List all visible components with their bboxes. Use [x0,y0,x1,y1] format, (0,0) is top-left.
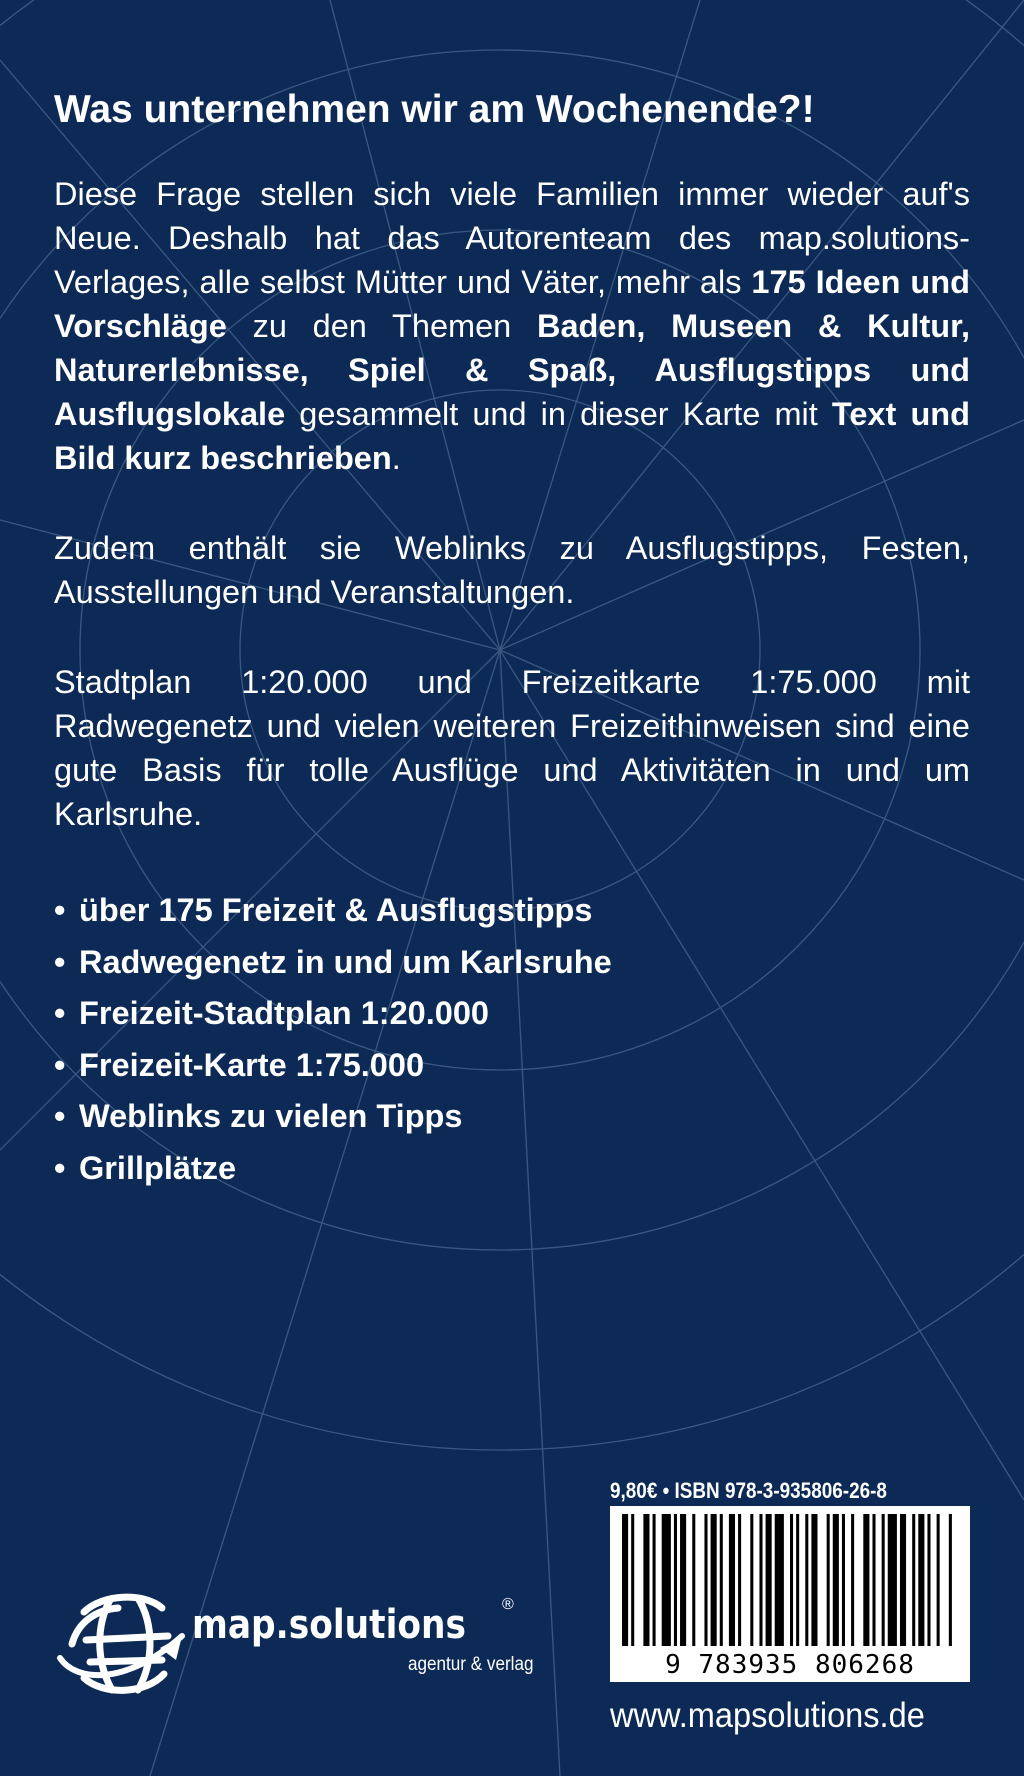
feature-text: Weblinks zu vielen Tipps [79,1098,463,1134]
barcode-bar [827,1514,830,1646]
bullet-marker: • [54,892,66,928]
feature-item [54,1143,612,1195]
barcode-bar [927,1514,930,1646]
feature-text: Grillplätze [79,1149,237,1186]
feature-text: Radwegenetz in und um Karlsruhe [79,943,612,980]
barcode-bar [766,1514,772,1646]
feature-item [54,937,612,989]
barcode-bar [790,1514,793,1646]
feature-item [54,1091,612,1143]
intro-text-3: gesammelt und in dieser Karte mit [285,396,832,432]
barcode-bar [622,1514,628,1646]
feature-text: Freizeit-Stadtplan 1:20.000 [79,995,489,1031]
barcode-bar [775,1514,784,1646]
intro-text-1: Diese Frage stellen sich viele Familien immer wieder auf's Neue. Deshalb hat das Autorenteam des map.solutions-Verlages, alle selbst Mütter und Väter, mehr als [54,176,970,300]
bullet-marker: • [54,1098,66,1134]
barcode-bar [833,1514,839,1646]
barcode-bar [888,1514,897,1646]
barcode-bar [674,1514,677,1646]
barcode-bar [805,1514,808,1646]
barcode-bar [729,1514,735,1646]
barcode-bar [704,1514,707,1646]
barcode-bar [711,1514,717,1646]
barcode-bar [738,1514,741,1646]
logo-wordmark: map.solutions [192,1602,466,1648]
barcode-bar [912,1514,915,1646]
barcode-bar [643,1514,649,1646]
intro-highlight-description: Text und Bild kurz beschrieben [54,396,970,476]
barcode-bar [872,1514,875,1646]
registered-mark: ® [502,1596,514,1613]
isbn-barcode [610,1506,970,1682]
price-isbn: 9,80€ • ISBN 978-3-935806-26-8 [610,1478,887,1503]
intro-text-2: zu den Themen [226,308,538,344]
feature-item [54,988,612,1040]
barcode-bar [900,1514,906,1646]
bullet-marker: • [54,1046,66,1083]
barcode-bar [680,1514,686,1646]
barcode-bar [662,1514,671,1646]
barcode-bar [796,1514,799,1646]
barcode-bar [851,1514,854,1646]
barcode-bar [842,1514,845,1646]
feature-item [54,885,612,937]
barcode-bar [918,1514,924,1646]
barcode-bar [631,1514,634,1646]
maps-paragraph: Stadtplan 1:20.000 und Freizeitkarte 1:75.000 mit Radwegenetz und vielen weiteren Freizeithinweisen sind eine gute Basis für tolle Ausflüge und Aktivitäten in und um Karlsruhe. [54,664,970,832]
barcode-bar [937,1514,940,1646]
globe-logo-icon [56,1578,188,1708]
page-heading: Was unternehmen wir am Wochenende?! [54,88,815,131]
intro-paragraph [54,172,970,480]
barcode-bar [949,1514,952,1646]
bullet-marker: • [54,1149,66,1186]
barcode-bar [863,1514,869,1646]
barcode-bars [622,1514,958,1646]
barcode-digits: 9 783935 806268 [665,1650,915,1680]
barcode-bar [750,1514,753,1646]
barcode-bar [692,1514,695,1646]
feature-list [54,885,612,1194]
barcode-bar [811,1514,817,1646]
logo-tagline: agentur & verlag [408,1654,534,1675]
barcode-bar [720,1514,723,1646]
bullet-marker: • [54,995,66,1031]
intro-highlight-ideas: 175 Ideen und Vorschläge [54,264,970,344]
website-url: www.mapsolutions.de [610,1696,925,1735]
weblinks-paragraph: Zudem enthält sie Weblinks zu Ausflugstipps, Festen, Ausstellungen und Veranstaltungen. [54,530,970,610]
feature-item [54,1040,612,1092]
publisher-logo [56,1578,534,1708]
feature-text: über 175 Freizeit & Ausflugstipps [79,892,593,928]
feature-text: Freizeit-Karte 1:75.000 [79,1046,425,1083]
barcode-bar [882,1514,885,1646]
intro-text-4: . [391,440,401,476]
intro-highlight-topics: Baden, Museen & Kultur, Naturerlebnisse, Spiel & Spaß, Ausflugstipps und Ausflugslokale [54,308,971,432]
barcode-bar [653,1514,656,1646]
barcode-bar [759,1514,762,1646]
bullet-marker: • [54,943,66,980]
